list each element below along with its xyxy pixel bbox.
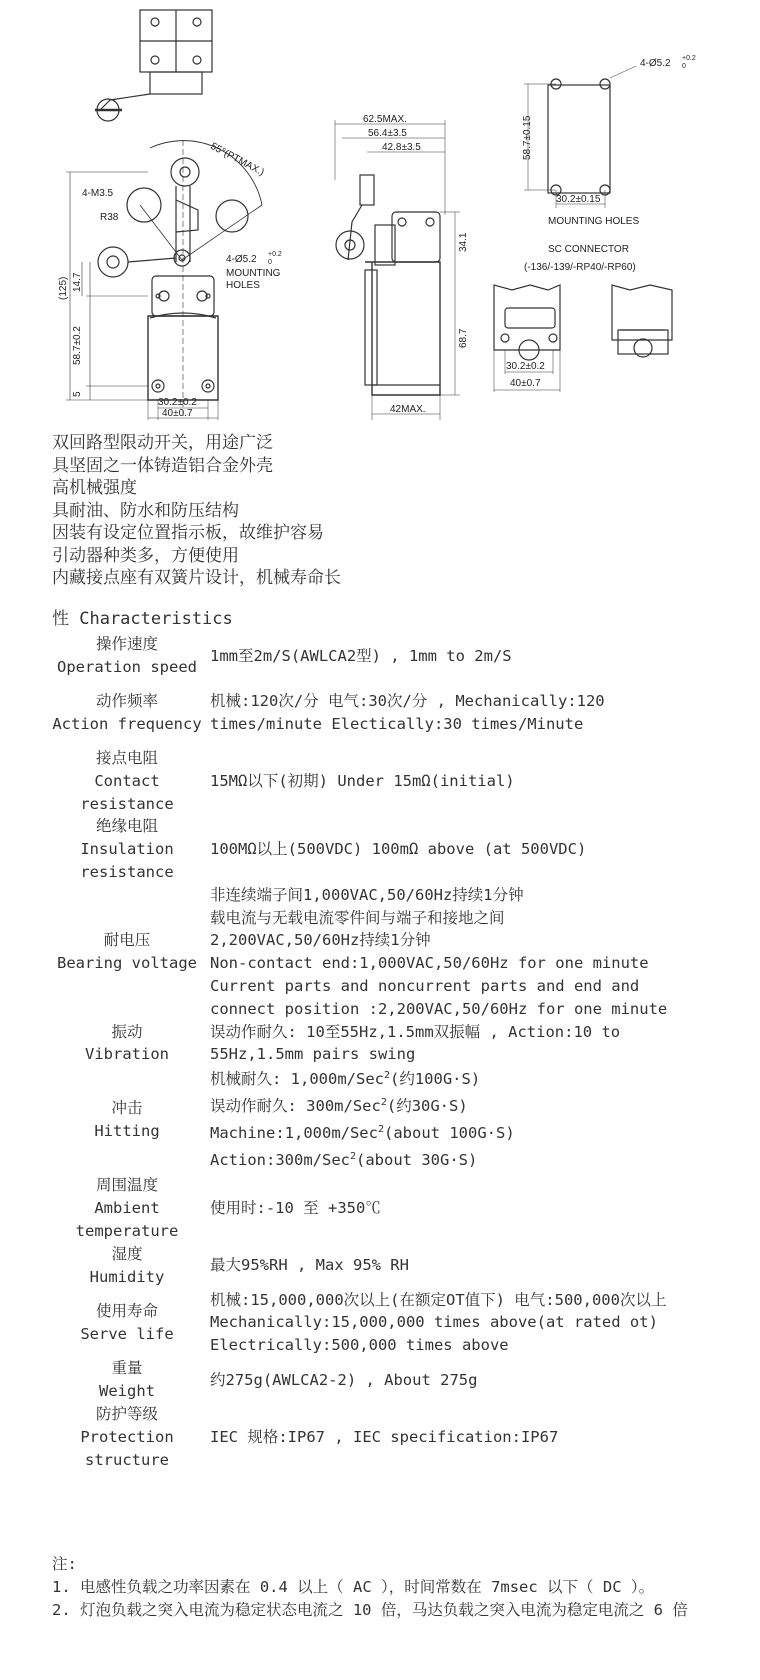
table-row: [52, 747, 702, 815]
label-m35: 4-M3.5: [82, 188, 114, 199]
label-dim-302-right: 30.2±0.15: [556, 194, 601, 205]
label-en: Operation speed: [57, 658, 197, 676]
spec-value: 最大95%RH , Max 95% RH: [210, 1256, 409, 1275]
label-dim-587-left: 58.7±0.2: [72, 326, 83, 365]
label-r38: R38: [100, 212, 119, 223]
table-row: [52, 815, 702, 883]
label-dim-625: 62.5MAX.: [363, 114, 407, 125]
label-en: Insulation resistance: [80, 840, 174, 881]
spec-table: [52, 633, 702, 1471]
label-mounting-holes-left: MOUNTING: [226, 268, 281, 279]
spec-value: 机械:120次/分 电气:30次/分 , Mechanically:120 times/minute Electically:30 times/Minute: [210, 692, 605, 733]
feature-item: 引动器种类多，方便使用: [52, 545, 239, 566]
label-dim-428: 42.8±3.5: [382, 142, 421, 153]
notes: [52, 1553, 692, 1622]
label-hole-right: 4-Ø5.2: [640, 58, 671, 69]
spec-value-line: Action:300m/Sec$^2$(about 30G·S): [210, 1151, 478, 1170]
label-en: Protection structure: [80, 1427, 174, 1469]
label-sc-models: (-136/-139/-RP40/-RP60): [524, 262, 636, 273]
feature-list: [52, 432, 732, 590]
svg-text:+0.2: +0.2: [268, 251, 282, 258]
notes-title: 注:: [52, 1555, 77, 1573]
svg-text:0: 0: [268, 259, 272, 266]
label-cn: 接点电阻: [95, 749, 158, 767]
table-row: [52, 1021, 702, 1067]
spec-value: 100MΩ以上(500VDC) 100mΩ above (at 500VDC): [210, 840, 587, 859]
label-cn: 振动: [111, 1022, 143, 1041]
label-cn: 动作频率: [95, 692, 158, 711]
label-cn: 使用寿命: [95, 1301, 158, 1320]
label-dim-687: 68.7: [458, 328, 469, 348]
table-row: [52, 1289, 702, 1357]
label-cn: 冲击: [111, 1099, 143, 1118]
label-cn: 防护等级: [95, 1404, 158, 1423]
label-angle: 55°(PTMAX.): [208, 140, 266, 179]
label-dim-5: 5: [72, 391, 83, 397]
spec-value: 1mm至2m/S(AWLCA2型) , 1mm to 2m/S: [210, 646, 512, 665]
label-dim-40-sc: 40±0.7: [510, 378, 541, 389]
spec-value-line: 机械:15,000,000次以上(在额定OT值下) 电气:500,000次以上: [210, 1290, 667, 1309]
label-dim-564: 56.4±3.5: [368, 128, 407, 139]
feature-item: 因装有设定位置指示板，故维护容易: [52, 523, 324, 543]
label-mounting-holes-right: MOUNTING HOLES: [548, 216, 640, 227]
table-row: [52, 1243, 702, 1289]
label-dim-40-left: 40±0.7: [162, 408, 193, 419]
table-row: [52, 884, 702, 1021]
table-row: [52, 1066, 702, 1174]
svg-text:0: 0: [682, 63, 686, 70]
spec-value-line: Machine:1,000m/Sec$^2$(about 100G·S): [210, 1124, 515, 1143]
spec-value: IEC 规格:IP67 , IEC specification:IP67: [210, 1427, 559, 1446]
label-en: Ambient temperature: [75, 1198, 179, 1240]
label-en: Weight: [99, 1381, 155, 1400]
table-row: [52, 1174, 702, 1242]
spec-value: 误动作耐久: 10至55Hz,1.5mm双振幅 , Action:10 to 55Hz,1.5mm pairs swing: [210, 1022, 621, 1064]
table-row: [52, 1403, 702, 1471]
label-en: Contact resistance: [80, 771, 174, 813]
spec-value-line: 2,200VAC,50/60Hz持续1分钟: [210, 931, 431, 950]
label-en: Vibration: [85, 1045, 169, 1064]
spec-value-line: 机械耐久: 1,000m/Sec$^2$(约100G·S): [210, 1070, 481, 1089]
label-hole-left: 4-Ø5.2: [226, 254, 257, 265]
label-cn: 重量: [111, 1359, 143, 1378]
spec-value-line: 非连续端子间1,000VAC,50/60Hz持续1分钟: [210, 885, 524, 904]
spec-value: 15MΩ以下(初期) Under 15mΩ(initial): [210, 771, 515, 790]
label-dim-302-left: 30.2±0.2: [158, 397, 197, 408]
feature-item: 高机械强度: [52, 478, 137, 498]
label-en: Action frequency: [52, 715, 202, 733]
label-sc-connector: SC CONNECTOR: [548, 244, 629, 255]
label-dim-302-sc: 30.2±0.2: [506, 361, 545, 372]
label-en: Humidity: [89, 1267, 165, 1286]
label-en: Hitting: [94, 1122, 160, 1141]
label-en: Bearing voltage: [57, 954, 197, 973]
label-dim-125: (125): [58, 276, 69, 300]
label-dim-147: 14.7: [72, 272, 83, 292]
feature-item: 具耐油、防水和防压结构: [52, 500, 239, 521]
label-cn: 耐电压: [103, 931, 151, 950]
svg-text:+0.2: +0.2: [682, 55, 696, 62]
feature-item: 双回路型限动开关，用途广泛: [52, 433, 273, 453]
characteristics-title: 性 Characteristics: [52, 609, 233, 629]
spec-value-line: Mechanically:15,000,000 times above(at rated ot): [210, 1313, 658, 1332]
dimension-drawing: [0, 0, 760, 420]
feature-item: 具坚固之一体铸造铝合金外壳: [52, 455, 273, 476]
note-item: 1. 电感性负载之功率因素在 0.4 以上（ AC ），时间常数在 7msec 以下（ DC ）。: [52, 1578, 655, 1596]
spec-value-line: 误动作耐久: 300m/Sec$^2$(约30G·S): [210, 1097, 468, 1116]
table-row: [52, 679, 702, 747]
label-dim-341: 34.1: [458, 232, 469, 252]
table-row: [52, 633, 702, 679]
spec-value-line: 载电流与无载电流零件间与端子和接地之间: [210, 908, 505, 927]
label-en: Serve life: [80, 1324, 174, 1343]
label-dim-42max: 42MAX.: [390, 404, 426, 415]
spec-value: 使用时:-10 至 +350℃: [210, 1198, 381, 1217]
feature-item: 内藏接点座有双簧片设计，机械寿命长: [52, 568, 341, 588]
svg-text:HOLES: HOLES: [226, 280, 260, 291]
note-item: 2. 灯泡负载之突入电流为稳定状态电流之 10 倍，马达负载之突入电流为稳定电流之 6 倍: [52, 1601, 688, 1619]
label-dim-587-right: 58.7±0.15: [522, 115, 533, 160]
spec-value-line: Non-contact end:1,000VAC,50/60Hz for one minute Current parts and noncurrent parts and end and connect position :2,200VAC,50/60Hz for one minute: [210, 954, 668, 1018]
spec-value-line: Electrically:500,000 times above: [210, 1336, 509, 1355]
label-cn: 湿度: [111, 1244, 143, 1263]
label-cn: 绝缘电阻: [95, 817, 158, 836]
table-row: [52, 1357, 702, 1403]
label-cn: 操作速度: [95, 635, 158, 654]
spec-value: 约275g(AWLCA2-2) , About 275g: [210, 1370, 478, 1389]
label-cn: 周围温度: [95, 1176, 158, 1195]
